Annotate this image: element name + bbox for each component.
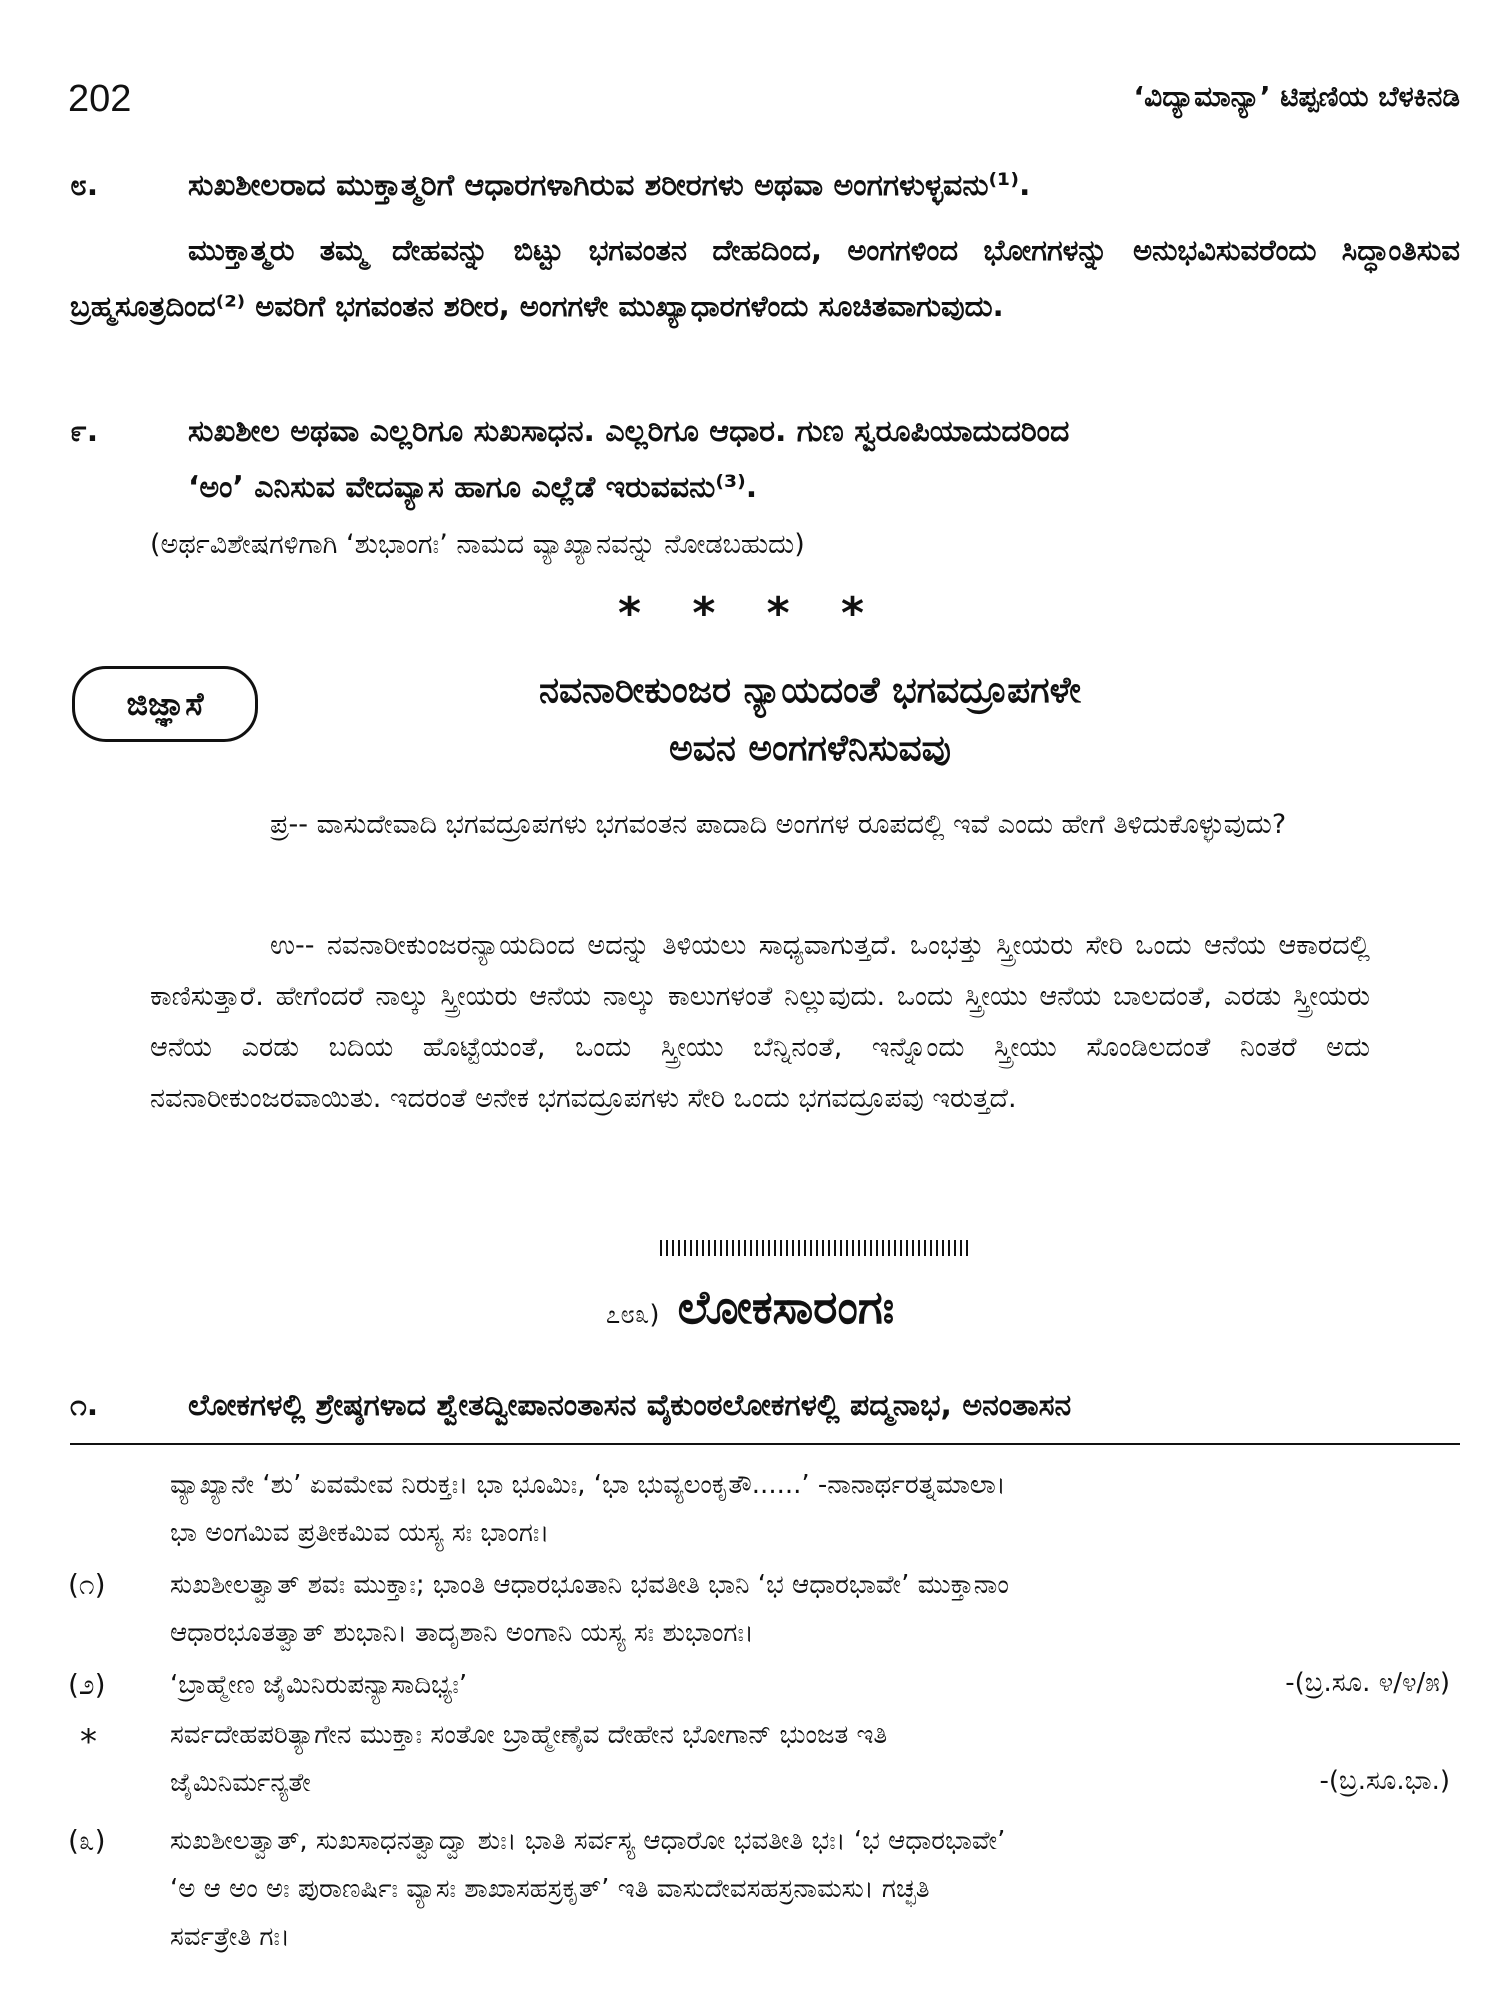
item-8-line: ಸುಖಶೀಲರಾದ ಮುಕ್ತಾತ್ಮರಿಗೆ ಆಧಾರಗಳಾಗಿರುವ ಶರೀರಗಳು ಅಥವಾ ಅಂಗಗಳುಳ್ಳವನು⁽¹⁾. bbox=[188, 168, 1031, 203]
item-9-line-2: ‘ಅಂ’ ಎನಿಸುವ ವೇದವ್ಯಾಸ ಹಾಗೂ ಎಲ್ಲೆಡೆ ಇರುವವನು⁽³⁾. bbox=[188, 470, 758, 505]
item-8-explanation: ಮುಕ್ತಾತ್ಮರು ತಮ್ಮ ದೇಹವನ್ನು ಬಿಟ್ಟು ಭಗವಂತನ ದೇಹದಿಂದ, ಅಂಗಗಳಿಂದ ಭೋಗಗಳನ್ನು ಅನುಭವಿಸುವರೆಂದು ಸಿದ್ಧಾಂತಿಸುವ ಬ್ರಹ್ಮಸೂತ್ರದಿಂದ⁽²⁾ ಅವರಿಗೆ ಭಗವಂತನ ಶರೀರ, ಅಂಗಗಳೇ ಮುಖ್ಯಾಧಾರಗಳೆಂದು ಸೂಚಿತವಾಗುವುದು. bbox=[70, 233, 1460, 323]
footnote-star-line-1: ಸರ್ವದೇಹಪರಿತ್ಯಾಗೇನ ಮುಕ್ತಾಃ ಸಂತೋ ಬ್ರಾಹ್ಮೇಣೈವ ದೇಹೇನ ಭೋಗಾನ್ ಭುಂಜತ ಇತಿ bbox=[170, 1720, 888, 1750]
footnote-star-marker: * bbox=[80, 1722, 97, 1762]
item-8-number: ೮. bbox=[70, 168, 99, 203]
item-9-number: ೯. bbox=[70, 414, 99, 449]
jijnase-badge: ಜಿಜ್ಞಾಸೆ bbox=[72, 666, 258, 742]
footnote-2-text: ‘ಬ್ರಾಹ್ಮೇಣ ಜೈಮಿನಿರುಪನ್ಯಾಸಾದಿಭ್ಯಃ’ bbox=[170, 1670, 468, 1700]
footnote-3-line-1: ಸುಖಶೀಲತ್ವಾತ್, ಸುಖಸಾಧನತ್ವಾದ್ವಾ ಶುಃ। ಭಾತಿ ಸರ್ವಸ್ಯ ಆಧಾರೋ ಭವತೀತಿ ಭಃ। ‘ಭ ಆಧಾರಭಾವೇ’ bbox=[170, 1826, 1006, 1856]
footnote-1-line-2: ಆಧಾರಭೂತತ್ವಾತ್ ಶುಭಾನಿ। ತಾದೃಶಾನಿ ಅಂಗಾನಿ ಯಸ್ಯ ಸಃ ಶುಭಾಂಗಃ। bbox=[170, 1618, 754, 1648]
footnote-intro-line-2: ಭಾ ಅಂಗಮಿವ ಪ್ರತೀಕಮಿವ ಯಸ್ಯ ಸಃ ಭಾಂಗಃ। bbox=[170, 1518, 550, 1548]
running-title: ‘ವಿದ್ಯಾಮಾನ್ಯಾ’ ಟಿಪ್ಪಣಿಯ ಬೆಳಕಿನಡಿ bbox=[1133, 80, 1460, 113]
section-divider-stars: * * * * bbox=[618, 588, 882, 639]
jijnase-answer: ಉ-- ನವನಾರೀಕುಂಜರನ್ಯಾಯದಿಂದ ಅದನ್ನು ತಿಳಿಯಲು ಸಾಧ್ಯವಾಗುತ್ತದೆ. ಒಂಭತ್ತು ಸ್ತ್ರೀಯರು ಸೇರಿ ಒಂದು ಆನೆಯ ಆಕಾರದಲ್ಲಿ ಕಾಣಿಸುತ್ತಾರೆ. ಹೇಗೆಂದರೆ ನಾಲ್ಕು ಸ್ತ್ರೀಯರು ಆನೆಯ ನಾಲ್ಕು ಕಾಲುಗಳಂತೆ ನಿಲ್ಲುವುದು. ಒಂದು ಸ್ತ್ರೀಯು ಆನೆಯ ಬಾಲದಂತೆ, ಎರಡು ಸ್ತ್ರೀಯರು ಆನೆಯ ಎರಡು ಬದಿಯ ಹೊಟ್ಟೆಯಂತೆ, ಒಂದು ಸ್ತ್ರೀಯು ಬೆನ್ನಿನಂತೆ, ಇನ್ನೊಂದು ಸ್ತ್ರೀಯು ಸೊಂಡಿಲದಂತೆ ನಿಂತರೆ ಅದು ನವನಾರೀಕುಂಜರವಾಯಿತು. ಇದರಂತೆ ಅನೇಕ ಭಗವದ್ರೂಪಗಳು ಸೇರಿ ಒಂದು ಭಗವದ್ರೂಪವು ಇರುತ್ತದೆ. bbox=[150, 930, 1370, 1114]
jijnase-question: ಪ್ರ-- ವಾಸುದೇವಾದಿ ಭಗವದ್ರೂಪಗಳು ಭಗವಂತನ ಪಾದಾದಿ ಅಂಗಗಳ ರೂಪದಲ್ಲಿ ಇವೆ ಎಂದು ಹೇಗೆ ತಿಳಿದುಕೊಳ್ಳುವುದು? bbox=[270, 809, 1287, 840]
jijnase-title-line-1: ನವನಾರೀಕುಂಜರ ನ್ಯಾಯದಂತೆ ಭಗವದ್ರೂಪಗಳೇ bbox=[539, 670, 1081, 711]
item-9-line-1: ಸುಖಶೀಲ ಅಥವಾ ಎಲ್ಲರಿಗೂ ಸುಖಸಾಧನ. ಎಲ್ಲರಿಗೂ ಆಧಾರ. ಗುಣ ಸ್ವರೂಪಿಯಾದುದರಿಂದ bbox=[188, 414, 1070, 449]
footnote-star-line-2: ಜೈಮಿನಿರ್ಮನ್ಯತೇ bbox=[170, 1768, 311, 1798]
section-item-1-number: ೧. bbox=[70, 1388, 99, 1423]
footnote-rule bbox=[70, 1443, 1460, 1445]
section-heading bbox=[0, 1280, 1500, 1336]
page-number: 202 bbox=[68, 78, 132, 120]
section-name: ಲೋಕಸಾರಂಗಃ bbox=[677, 1280, 895, 1334]
footnote-2-source: -(ಬ್ರ.ಸೂ. ೪/೪/೫) bbox=[1285, 1668, 1450, 1698]
footnote-1-marker: (೧) bbox=[68, 1568, 106, 1601]
footnote-star-source: -(ಬ್ರ.ಸೂ.ಭಾ.) bbox=[1319, 1766, 1450, 1796]
section-item-1-line: ಲೋಕಗಳಲ್ಲಿ ಶ್ರೇಷ್ಠಗಳಾದ ಶ್ವೇತದ್ವೀಪಾನಂತಾಸನ ವೈಕುಂಠಲೋಕಗಳಲ್ಲಿ ಪದ್ಮನಾಭ, ಅನಂತಾಸನ bbox=[188, 1388, 1072, 1423]
footnote-3-line-2: ‘ಅ ಆ ಅಂ ಅಃ ಪುರಾಣರ್ಷಿಃ ವ್ಯಾಸಃ ಶಾಖಾಸಹಸ್ರಕೃತ್’ ಇತಿ ವಾಸುದೇವಸಹಸ್ರನಾಮಸು। ಗಚ್ಛತಿ bbox=[170, 1874, 930, 1904]
note-line: (ಅರ್ಥವಿಶೇಷಗಳಿಗಾಗಿ ‘ಶುಭಾಂಗಃ’ ನಾಮದ ವ್ಯಾಖ್ಯಾನವನ್ನು ನೋಡಬಹುದು) bbox=[150, 529, 805, 560]
separator-bars bbox=[660, 1240, 970, 1256]
footnote-3-line-3: ಸರ್ವತ್ರೇತಿ ಗಃ। bbox=[170, 1922, 290, 1952]
section-number: ೭೮೩) bbox=[605, 1300, 660, 1330]
footnote-2-marker: (೨) bbox=[68, 1668, 106, 1701]
footnote-1-line-1: ಸುಖಶೀಲತ್ವಾತ್ ಶವಃ ಮುಕ್ತಾಃ; ಭಾಂತಿ ಆಧಾರಭೂತಾನಿ ಭವತೀತಿ ಭಾನಿ ‘ಭ ಆಧಾರಭಾವೇ’ ಮುಕ್ತಾನಾಂ bbox=[170, 1570, 1009, 1600]
footnote-3-marker: (೩) bbox=[68, 1824, 106, 1857]
footnote-intro-line-1: ವ್ಯಾಖ್ಯಾನೇ ‘ಶು’ ಏವಮೇವ ನಿರುಕ್ತಃ। ಭಾ ಭೂಮಿಃ, ‘ಭಾ ಭುವ್ಯಲಂಕೃತೌ......’ -ನಾನಾರ್ಥರತ್ನಮಾಲಾ। bbox=[170, 1470, 1006, 1500]
jijnase-title-line-2: ಅವನ ಅಂಗಗಳೆನಿಸುವವು bbox=[668, 728, 952, 769]
